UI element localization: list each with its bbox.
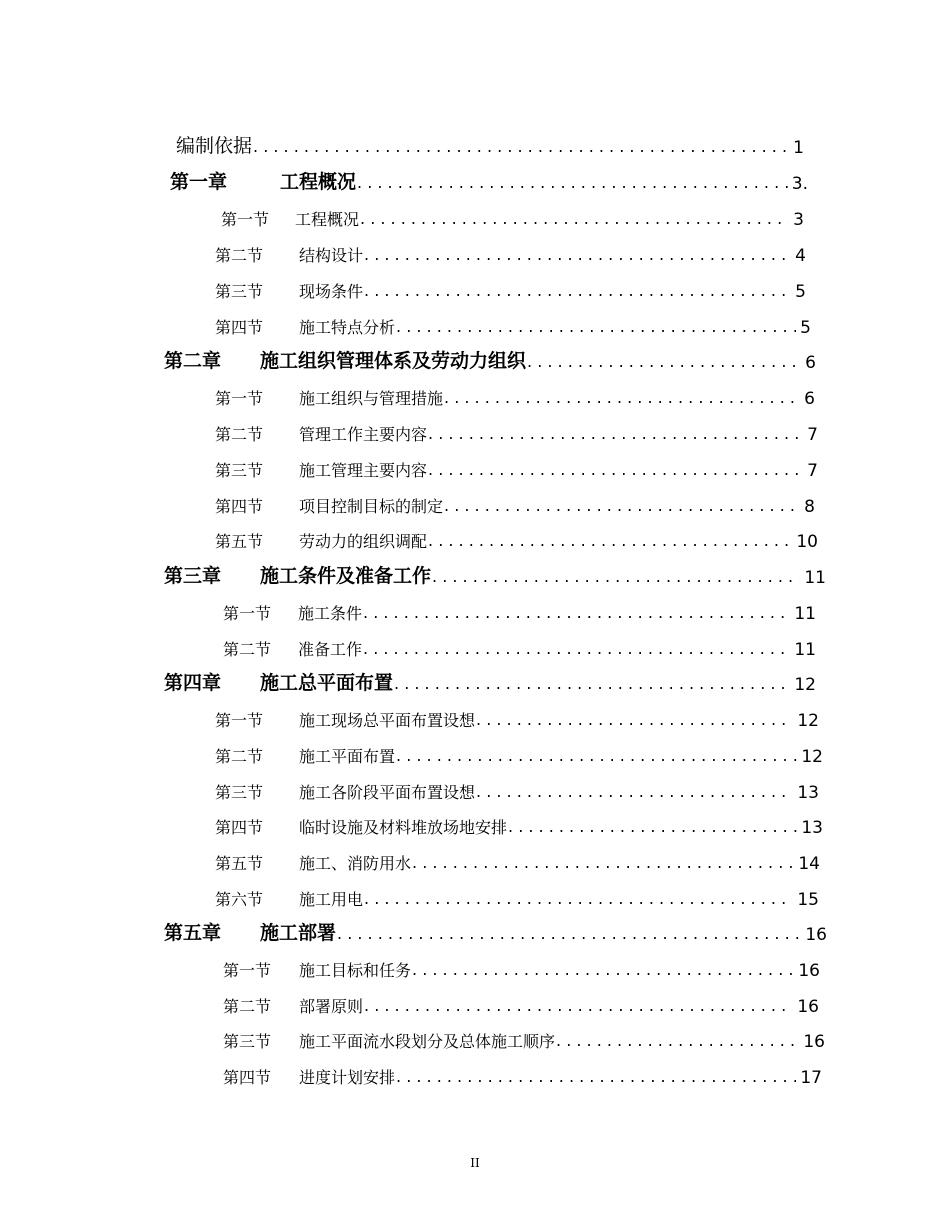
toc-section-1-1[interactable] [221,200,804,230]
dot-leader [432,566,800,588]
toc-section-5-2[interactable] [223,987,819,1017]
section-title: 施工各阶段平面布置设想 [299,783,476,802]
dot-leader [428,459,803,481]
toc-page-number: 12 [794,675,816,695]
section-number: 第四节 [215,818,264,837]
toc-entry-title: 编制依据 [176,135,253,157]
toc-page-number: 15 [797,890,819,910]
toc-section-4-1[interactable] [215,701,819,731]
toc-page-number: 7 [807,425,818,445]
toc-section-2-3[interactable] [215,451,818,481]
page-footer-number: II [470,1156,480,1170]
section-number: 第一节 [215,711,264,730]
toc-section-4-5[interactable] [215,844,820,874]
section-number: 第二节 [223,997,272,1016]
dot-leader [444,387,800,409]
section-title: 工程概况 [295,210,360,229]
section-title: 施工、消防用水 [299,854,412,873]
toc-section-1-2[interactable] [215,236,806,266]
section-number: 第五节 [215,854,264,873]
toc-page-number: 11 [794,640,816,660]
toc-page-number: 4 [795,246,806,266]
section-number: 第四节 [215,318,264,337]
section-number: 第一节 [223,604,272,623]
dot-leader [556,1030,799,1052]
toc-chapter-4[interactable] [164,665,816,695]
section-title: 项目控制目标的制定 [299,497,444,516]
section-title: 结构设计 [299,246,364,265]
toc-page-number: 16 [803,1032,825,1052]
section-number: 第四节 [215,497,264,516]
toc-section-3-2[interactable] [223,630,816,660]
toc-chapter-5[interactable] [164,915,827,945]
dot-leader [360,208,789,230]
toc-chapter-1[interactable] [170,164,808,194]
section-number: 第一节 [215,389,264,408]
section-title: 施工平面流水段划分及总体施工顺序 [299,1032,556,1051]
toc-page-number: 13 [797,783,819,803]
dot-leader [364,888,793,910]
toc-page-number: 1 [793,138,804,158]
chapter-title: 施工条件及准备工作 [260,565,432,587]
dot-leader [527,351,801,373]
section-number: 第二节 [223,640,272,659]
toc-page-number: 6 [804,389,815,409]
chapter-title: 施工总平面布置 [260,672,394,694]
section-number: 第三节 [223,1032,272,1051]
toc-page-number: 11 [804,568,826,588]
dot-leader [357,172,788,194]
dot-leader [396,745,797,767]
section-title: 施工组织与管理措施 [299,389,444,408]
toc-section-4-4[interactable] [215,808,823,838]
toc-page-number: 3. [791,174,808,194]
toc-page-number: 5 [795,282,806,302]
toc-page-number: 7 [807,461,818,481]
toc-page-number: 16 [805,925,827,945]
toc-page-number: 6 [805,353,816,373]
toc-page-number: 10 [796,532,818,552]
toc-page-number: 12 [801,747,823,767]
chapter-number: 第二章 [164,350,222,372]
section-number: 第二节 [215,747,264,766]
dot-leader [363,602,790,624]
dot-leader [363,638,790,660]
dot-leader [428,530,792,552]
toc-section-2-1[interactable] [215,379,815,409]
section-title: 准备工作 [298,640,363,659]
toc-section-5-1[interactable] [223,951,820,981]
toc-page-number: 17 [800,1068,822,1088]
toc-page-number: 11 [794,604,816,624]
chapter-number: 第一章 [170,171,228,193]
toc-section-1-4[interactable] [215,308,811,338]
toc-section-5-3[interactable] [223,1022,825,1052]
dot-leader [476,781,793,803]
toc-section-1-3[interactable] [215,272,806,302]
section-number: 第一节 [221,210,270,229]
section-title: 施工特点分析 [299,318,396,337]
toc-entry-basis[interactable] [176,128,804,158]
section-number: 第三节 [215,282,264,301]
toc-page-number: 13 [801,818,823,838]
toc-page-number: 3 [793,210,804,230]
chapter-number: 第四章 [164,672,222,694]
toc-section-5-4[interactable] [223,1058,822,1088]
section-title: 部署原则 [299,997,364,1016]
chapter-title: 工程概况 [280,171,357,193]
section-title: 临时设施及材料堆放场地安排 [299,818,508,837]
section-title: 现场条件 [299,282,364,301]
section-number: 第六节 [215,890,264,909]
section-title: 施工用电 [299,890,364,909]
chapter-title: 施工组织管理体系及劳动力组织 [260,350,527,372]
dot-leader [364,280,791,302]
toc-page-number: 16 [797,997,819,1017]
toc-section-2-2[interactable] [215,415,818,445]
toc-section-4-6[interactable] [215,880,819,910]
section-title: 施工条件 [298,604,363,623]
toc-chapter-3[interactable] [164,558,826,588]
section-title: 施工现场总平面布置设想 [299,711,476,730]
chapter-number: 第五章 [164,922,222,944]
section-number: 第四节 [223,1068,272,1087]
section-number: 第五节 [215,532,264,551]
section-title: 进度计划安排 [299,1068,396,1087]
toc-section-4-2[interactable] [215,737,823,767]
toc-page-number: 8 [804,497,815,517]
section-number: 第二节 [215,246,264,265]
dot-leader [396,316,796,338]
dot-leader [412,959,794,981]
toc-chapter-2[interactable] [164,343,816,373]
dot-leader [412,852,794,874]
section-number: 第二节 [215,425,264,444]
dot-leader [394,673,790,695]
toc-section-3-1[interactable] [223,594,816,624]
toc-section-2-4[interactable] [215,487,815,517]
section-title: 施工管理主要内容 [299,461,428,480]
dot-leader [476,709,793,731]
dot-leader [508,816,797,838]
chapter-number: 第三章 [164,565,222,587]
toc-page-number: 16 [798,961,820,981]
dot-leader [444,495,800,517]
dot-leader [396,1066,796,1088]
dot-leader [337,923,801,945]
toc-page-number: 14 [798,854,820,874]
section-title: 施工平面布置 [299,747,396,766]
dot-leader [364,244,791,266]
toc-section-4-3[interactable] [215,773,819,803]
chapter-title: 施工部署 [260,922,337,944]
dot-leader [364,995,793,1017]
dot-leader [253,136,789,158]
section-number: 第三节 [215,461,264,480]
section-title: 劳动力的组织调配 [299,532,428,551]
toc-page-number: 12 [797,711,819,731]
dot-leader [428,423,803,445]
section-title: 管理工作主要内容 [299,425,428,444]
toc-section-2-5[interactable] [215,522,818,552]
section-title: 施工目标和任务 [299,961,412,980]
toc-page-number: 5 [800,318,811,338]
section-number: 第一节 [223,961,272,980]
section-number: 第三节 [215,783,264,802]
